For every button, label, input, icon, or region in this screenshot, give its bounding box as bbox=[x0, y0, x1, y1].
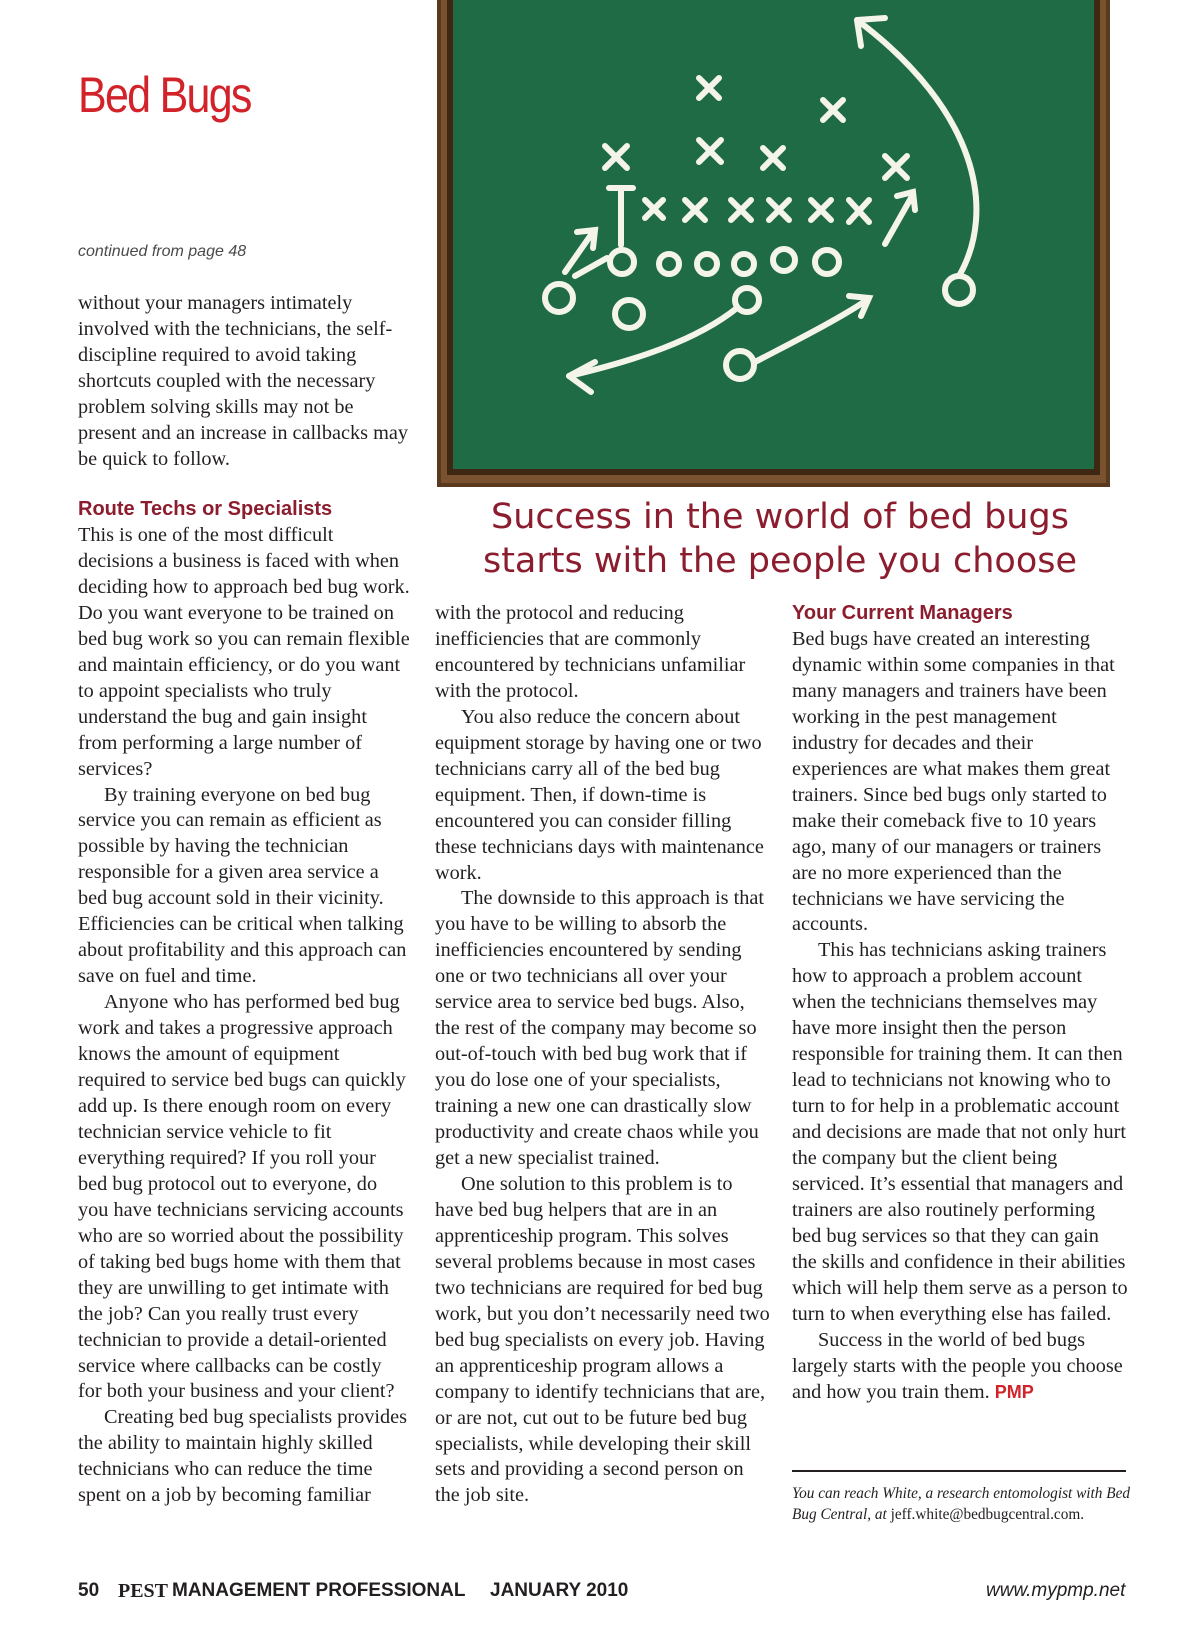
continued-note: continued from page 48 bbox=[78, 243, 247, 260]
subhead-route-techs: Route Techs or Specialists bbox=[78, 498, 333, 520]
paragraph bbox=[792, 1328, 1128, 1406]
magazine-logo-pest: PEST bbox=[118, 1580, 169, 1602]
paragraph: One solution to this problem is to have bed bug helpers that are in an apprenticeship program. This solves several problems because in most cases two technicians are required for bed bug work, but you don’t necessarily need two bed bug specialists on every job. Having an apprenticeship program allows a company to identify technicians that are, or are not, cut out to be future bed bug specialists, while developing their skill sets and providing a second person on the job site. bbox=[435, 1172, 770, 1507]
closing-text: Success in the world of bed bugs largely starts with the people you choose and how you train them. bbox=[792, 1328, 1123, 1403]
issue-date: JANUARY 2010 bbox=[490, 1580, 629, 1601]
pull-quote-headline: Success in the world of bed bugs starts with the people you choose bbox=[482, 497, 1078, 581]
paragraph: without your managers intimately involved with the technicians, the self-discipline required to avoid taking shortcuts coupled with the necessary problem solving skills may not be present and an increase in callbacks may be quick to follow. bbox=[78, 292, 408, 470]
author-email-link[interactable]: jeff.white@bedbugcentral.com. bbox=[890, 1506, 1085, 1523]
paragraph: By training everyone on bed bug service you can remain as efficient as possible by having the technician responsible for a given area service a bed bug account sold in their vicinity. Efficiencies can be critical when talking about profitability and this approach can save on fuel and time. bbox=[78, 783, 407, 988]
column-1-intro bbox=[78, 291, 410, 473]
column-1 bbox=[78, 497, 410, 1509]
paragraph: Anyone who has performed bed bug work and takes a progressive approach knows the amount of equipment required to service bed bugs can quickly add up. Is there enough room on every technician service vehicle to fit everything required? If you roll your bed bug protocol out to everyone, do you have technicians servicing accounts who are so worried about the possibility of taking bed bugs home with them that they are unwilling to get intimate with the job? Can you really trust every technician to provide a detail-oriented service where callbacks can be costly for both your business and your client? bbox=[78, 991, 406, 1403]
author-bio bbox=[792, 1483, 1132, 1525]
paragraph: You also reduce the concern about equipment storage by having one or two technicians carry all of the bed bug equipment. Then, if down-time is encountered you can consider filling these technicians days with maintenance work. bbox=[435, 705, 764, 884]
paragraph: Creating bed bug specialists provides the ability to maintain highly skilled technicians who can reduce the time spent on a job by becoming familiar bbox=[78, 1406, 408, 1507]
section-title: Bed Bugs bbox=[78, 67, 251, 123]
column-3 bbox=[792, 601, 1128, 1406]
paragraph: Bed bugs have created an interesting dynamic within some companies in that many managers and trainers have been working in the pest management industry for decades and their experiences are what makes them great trainers. Since bed bugs only started to make their comeback five to 10 years ago, many of our managers or trainers are no more experienced than the technicians we have servicing the accounts. bbox=[792, 628, 1115, 936]
magazine-name: MANAGEMENT PROFESSIONAL bbox=[172, 1580, 466, 1601]
paragraph: The downside to this approach is that you have to be willing to absorb the inefficiencies encountered by sending one or two technicians all over your service area to service bed bugs. Also, the rest of the company may become so out-of-touch with bed bug work that if you do lose one of your specialists, training a new one can drastically slow productivity and create chaos while you get a new specialist trained. bbox=[435, 887, 765, 1170]
page-number: 50 bbox=[78, 1580, 100, 1601]
paragraph: This has technicians asking trainers how to approach a problem account when the technicians themselves may have more insight then the person responsible for training them. It can then lead to technicians not knowing who to turn to for help in a problematic account and decisions are made that not only hurt the company but the client being serviced. It’s essential that managers and trainers are also routinely performing bed bug services so that they can gain the skills and confidence in their abilities which will help them serve as a person to turn to when everything else has failed. bbox=[792, 939, 1128, 1325]
column-2 bbox=[435, 601, 771, 1509]
chalkboard-play-illustration bbox=[437, 0, 1110, 487]
bio-text: You can reach White, a research entomologist with Bed Bug Central, at bbox=[792, 1485, 1131, 1523]
paragraph: This is one of the most difficult decisions a business is faced with when deciding how to approach bed bug work. Do you want everyone to be trained on bed bug work so you can remain flexible and maintain efficiency, or do you want to appoint specialists who truly understand the bug and gain insight from performing a large number of services? bbox=[78, 524, 410, 780]
subhead-current-managers: Your Current Managers bbox=[792, 602, 1013, 624]
website-link[interactable]: www.mypmp.net bbox=[986, 1580, 1126, 1601]
bio-divider bbox=[792, 1470, 1126, 1472]
paragraph: with the protocol and reducing inefficiencies that are commonly encountered by technicians unfamiliar with the protocol. bbox=[435, 602, 746, 702]
end-mark: PMP bbox=[994, 1381, 1034, 1402]
